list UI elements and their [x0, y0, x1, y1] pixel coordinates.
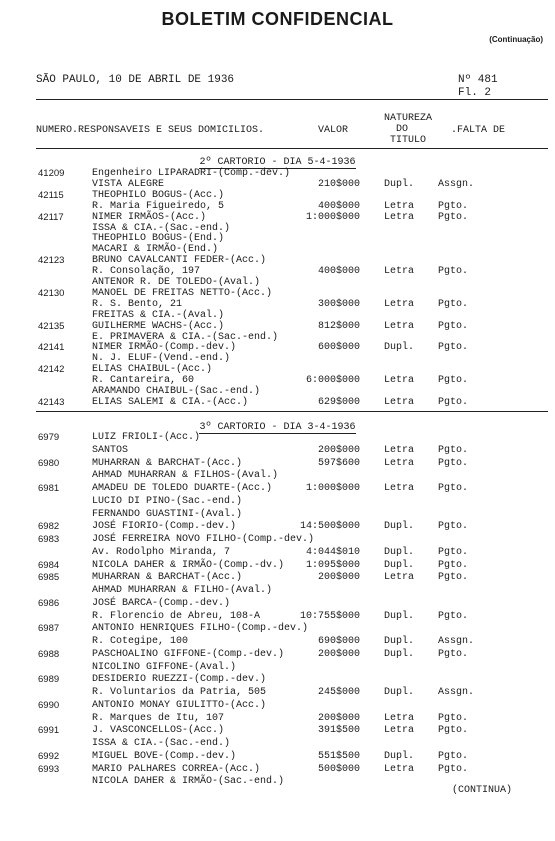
entry-responsible: ISSA & CIA.-(Sac.-end.): [92, 738, 231, 749]
entry-line: [0, 332, 555, 343]
entry-value: 597$600: [317, 457, 360, 469]
entry-responsible: R. Maria Figueiredo, 5: [92, 200, 225, 212]
entry-value: 1:095$000: [305, 559, 360, 571]
entry-responsible: ELIAS SALEMI & CIA.-(Acc.): [92, 396, 249, 408]
entry-line: [0, 299, 555, 310]
entry-value: 14:500$000: [299, 521, 360, 533]
column-header-valor: VALOR: [318, 125, 349, 136]
section-heading: [0, 157, 555, 168]
entry-falta: Pgto.: [438, 521, 469, 533]
entry-line: [0, 321, 555, 332]
entry-line: [0, 397, 555, 408]
entry-number: 41209: [38, 168, 65, 179]
entry-number: 6984: [38, 559, 60, 571]
entry-responsible: ELIAS CHAIBUL-(Acc.): [92, 364, 213, 376]
entry-nature: Dupl.: [384, 648, 415, 660]
entry-line: [0, 386, 555, 397]
entry-responsible: Av. Rodolpho Miranda, 7: [92, 546, 231, 558]
entry-nature: Letra: [384, 396, 415, 408]
entry-falta: Pgto.: [438, 483, 469, 494]
entry-line: [0, 310, 555, 321]
entry-number: 6980: [38, 457, 60, 469]
entry-number: 6991: [38, 725, 60, 737]
entry-line: [0, 255, 555, 266]
entry-line: [0, 611, 555, 622]
entry-falta: Pgto.: [438, 211, 469, 223]
entry-responsible: AHMAD MUHARRAN & FILHO-(Aval.): [92, 585, 273, 596]
entry-responsible: FERNANDO GUASTINI-(Aval.): [92, 508, 243, 520]
entry-nature: Letra: [384, 763, 415, 775]
entry-nature: Letra: [384, 444, 415, 456]
entry-number: 6983: [38, 534, 60, 545]
entry-line: [0, 223, 555, 234]
entry-responsible: NICOLA DAHER & IRMÃO-(Comp.-dv.): [92, 559, 285, 571]
entry-line: [0, 168, 555, 179]
entry-number: 6982: [38, 521, 60, 533]
entry-falta: Pgto.: [438, 396, 469, 408]
entry-value: 6:000$000: [305, 375, 360, 387]
entry-nature: Letra: [384, 375, 415, 387]
entry-responsible: JOSÉ FERREIRA NOVO FILHO-(Comp.-dev.): [92, 534, 315, 545]
entry-line: [0, 266, 555, 277]
entry-responsible: Engenheiro LIPARADRI-(Comp.-dev.): [92, 168, 291, 179]
entry-responsible: R. Cotegipe, 100: [92, 636, 189, 647]
entry-responsible: R. S. Bento, 21: [92, 298, 183, 310]
entry-line: [0, 547, 555, 558]
entry-responsible: MARIO PALHARES CORREA-(Acc.): [92, 763, 261, 775]
entry-line: [0, 764, 555, 775]
entry-line: [0, 738, 555, 749]
entry-nature: Dupl.: [384, 687, 415, 698]
entry-value: 300$000: [317, 298, 360, 310]
entry-nature: Letra: [384, 266, 415, 278]
entry-number: 6988: [38, 648, 60, 660]
entry-number: 42142: [38, 364, 65, 376]
entry-responsible: ANTONIO HENRIQUES FILHO-(Comp.-dev.): [92, 623, 309, 635]
entry-value: 812$000: [317, 320, 360, 332]
entry-value: 1:000$000: [305, 483, 360, 494]
entry-line: [0, 585, 555, 596]
entry-number: 42135: [38, 320, 65, 332]
entry-line: [0, 598, 555, 609]
entry-number: 42141: [38, 342, 65, 354]
entry-falta: Assgn.: [438, 178, 475, 190]
entry-falta: Assgn.: [438, 636, 475, 647]
entry-line: [0, 342, 555, 353]
entry-nature: Dupl.: [384, 178, 415, 190]
entry-line: [0, 201, 555, 212]
entry-number: 6993: [38, 763, 60, 775]
entry-responsible: R. Consolação, 197: [92, 266, 201, 278]
entry-line: [0, 470, 555, 481]
entry-responsible: R. Cantareira, 60: [92, 375, 195, 387]
entry-value: 391$500: [317, 725, 360, 737]
entry-responsible: ARAMANDO CHAIBUL-(Sac.-end.): [92, 386, 261, 397]
entry-line: [0, 364, 555, 375]
entry-responsible: MACARI & IRMÃO-(End.): [92, 244, 219, 256]
entry-value: 200$000: [317, 712, 360, 724]
continuation-label: (Continuação): [489, 35, 543, 44]
continua-line: [0, 785, 555, 796]
entry-nature: Letra: [384, 320, 415, 332]
entry-line: [0, 751, 555, 762]
bulletin-number-block: [458, 74, 498, 100]
entry-value: 245$000: [317, 687, 360, 698]
entry-nature: Letra: [384, 483, 415, 494]
entry-responsible: DESIDERIO RUEZZI-(Comp.-dev.): [92, 674, 267, 686]
entry-value: 200$000: [317, 444, 360, 456]
entry-line: [0, 662, 555, 673]
entry-responsible: NICOLINO GIFFONE-(Aval.): [92, 661, 237, 673]
entry-falta: Assgn.: [438, 687, 475, 698]
section-heading-text: 2º CARTORIO - DIA 5-4-1936: [199, 157, 356, 168]
entry-responsible: LUCIO DI PINO-(Sac.-end.): [92, 495, 243, 507]
header-rule: [36, 148, 548, 149]
entry-number: 6987: [38, 623, 60, 635]
entry-nature: Letra: [384, 572, 415, 584]
entry-responsible: JOSÉ FIORIO-(Comp.-dev.): [92, 521, 237, 533]
entry-responsible: MANOEL DE FREITAS NETTO-(Acc.): [92, 287, 273, 299]
entry-number: 6992: [38, 750, 60, 762]
entry-falta: Pgto.: [438, 546, 469, 558]
entry-responsible: JOSÉ BARCA-(Comp.-dev.): [92, 597, 231, 609]
entry-value: 600$000: [317, 342, 360, 354]
entry-line: [0, 458, 555, 469]
entry-line: [0, 687, 555, 698]
column-header-falta: .FALTA DE: [451, 125, 506, 136]
entry-responsible: ANTONIO MONAY GIULITTO-(Acc.): [92, 699, 267, 711]
entry-nature: Letra: [384, 298, 415, 310]
entry-responsible: NICOLA DAHER & IRMÃO-(Sac.-end.): [92, 776, 285, 788]
entry-number: 6989: [38, 674, 60, 686]
entry-falta: Pgto.: [438, 342, 469, 354]
entry-nature: Letra: [384, 211, 415, 223]
entry-number: 42130: [38, 287, 65, 299]
entry-falta: Pgto.: [438, 725, 469, 737]
entry-value: 690$000: [317, 636, 360, 647]
entry-value: 4:044$010: [305, 546, 360, 558]
entry-value: 400$000: [317, 266, 360, 278]
entry-line: [0, 509, 555, 520]
entry-falta: Pgto.: [438, 200, 469, 212]
entry-line: [0, 649, 555, 660]
entry-line: [0, 353, 555, 364]
entry-line: [0, 375, 555, 386]
entry-nature: Dupl.: [384, 521, 415, 533]
entry-responsible: GUILHERME WACHS-(Acc.): [92, 320, 225, 332]
entry-falta: Pgto.: [438, 375, 469, 387]
entry-line: [0, 700, 555, 711]
entry-nature: Dupl.: [384, 342, 415, 354]
entry-falta: Pgto.: [438, 648, 469, 660]
entry-number: 42123: [38, 255, 65, 267]
entry-falta: Pgto.: [438, 457, 469, 469]
entry-nature: Dupl.: [384, 559, 415, 571]
entry-falta: Pgto.: [438, 763, 469, 775]
entry-line: [0, 190, 555, 201]
entry-responsible: NIMER IRMÃOS-(Acc.): [92, 211, 207, 223]
entry-line: [0, 713, 555, 724]
entry-number: 42143: [38, 396, 65, 408]
entry-line: [0, 244, 555, 255]
entry-nature: Letra: [384, 200, 415, 212]
entry-value: 400$000: [317, 200, 360, 212]
entry-line: [0, 288, 555, 299]
entry-number: 6981: [38, 483, 60, 494]
entry-falta: Pgto.: [438, 320, 469, 332]
date-line: SÃO PAULO, 10 DE ABRIL DE 1936: [36, 74, 235, 86]
entry-number: 6979: [38, 432, 60, 443]
page-title: BOLETIM CONFIDENCIAL: [161, 9, 394, 29]
entry-nature: Letra: [384, 712, 415, 724]
entry-falta: Pgto.: [438, 750, 469, 762]
entry-nature: Dupl.: [384, 636, 415, 647]
entry-line: [0, 725, 555, 736]
entry-number: 6990: [38, 699, 60, 711]
entry-responsible: E. PRIMAVERA & CIA.-(Sac.-end.): [92, 331, 279, 343]
entry-responsible: THEOPHILO BOGUS-(End.): [92, 233, 225, 245]
entry-responsible: SANTOS: [92, 444, 129, 456]
entry-responsible: MUHARRAN & BARCHAT-(Acc.): [92, 572, 243, 584]
entry-value: 629$000: [317, 396, 360, 408]
entry-responsible: R. Florencio de Abreu, 108-A: [92, 610, 261, 622]
entry-responsible: R. Voluntarios da Patria, 505: [92, 687, 267, 698]
entry-falta: Pgto.: [438, 559, 469, 571]
entry-falta: Pgto.: [438, 444, 469, 456]
entry-responsible: AHMAD MUHARRAN & FILHOS-(Aval.): [92, 470, 279, 482]
entry-responsible: AMADEU DE TOLEDO DUARTE-(Acc.): [92, 483, 273, 494]
entry-falta: Pgto.: [438, 712, 469, 724]
entry-line: [0, 572, 555, 583]
entry-line: [0, 534, 555, 545]
entry-value: 500$000: [317, 763, 360, 775]
entry-responsible: MIGUEL BOVE-(Comp.-dev.): [92, 750, 237, 762]
entry-nature: Letra: [384, 725, 415, 737]
entry-value: 1:000$000: [305, 211, 360, 223]
entry-line: [0, 560, 555, 571]
entry-line: [0, 623, 555, 634]
section-divider-rule: [36, 411, 548, 412]
entry-line: [0, 233, 555, 244]
entry-number: 42115: [38, 189, 64, 201]
entry-line: [0, 212, 555, 223]
entry-responsible: LUIZ FRIOLI-(Acc.): [92, 432, 201, 443]
entry-line: [0, 483, 555, 494]
entry-line: [0, 521, 555, 532]
entry-nature: Letra: [384, 457, 415, 469]
entry-line: [0, 432, 555, 443]
entry-line: [0, 277, 555, 288]
entry-falta: Pgto.: [438, 298, 469, 310]
sheet-number: Fl. 2: [458, 87, 492, 99]
entry-line: [0, 496, 555, 507]
column-header-numero-responsaveis: NUMERO.RESPONSAVEIS E SEUS DOMICILIOS.: [36, 125, 265, 136]
continua-label: (CONTINUA): [452, 785, 513, 796]
entry-responsible: N. J. ELUF-(Vend.-end.): [92, 353, 231, 365]
entry-value: 10:755$000: [299, 610, 360, 622]
entry-line: [0, 636, 555, 647]
bulletin-number: Nº 481: [458, 74, 498, 86]
entry-responsible: MUHARRAN & BARCHAT-(Acc.): [92, 457, 243, 469]
top-rule: [36, 99, 548, 100]
entry-nature: Dupl.: [384, 610, 415, 622]
entry-falta: Pgto.: [438, 266, 469, 278]
entry-responsible: ISSA & CIA.-(Sac.-end.): [92, 222, 231, 234]
entry-responsible: THEOPHILO BOGUS-(Acc.): [92, 189, 225, 201]
entry-value: 551$500: [317, 750, 360, 762]
section-heading-text: 3º CARTORIO - DIA 3-4-1936: [199, 422, 356, 433]
entry-responsible: PASCHOALINO GIFFONE-(Comp.-dev.): [92, 648, 285, 660]
column-header-natureza: NATUREZA DO TITULO: [384, 113, 433, 146]
entry-number: 42117: [38, 211, 64, 223]
entry-responsible: FREITAS & CIA.-(Aval.): [92, 309, 225, 321]
entry-number: 6985: [38, 572, 60, 584]
entry-responsible: J. VASCONCELLOS-(Acc.): [92, 725, 225, 737]
entry-falta: Pgto.: [438, 610, 469, 622]
entry-responsible: R. Marques de Itu, 107: [92, 712, 225, 724]
entry-number: 6986: [38, 597, 60, 609]
entry-line: [0, 674, 555, 685]
entry-value: 200$000: [317, 572, 360, 584]
entry-nature: Dupl.: [384, 750, 415, 762]
entry-responsible: NIMER IRMÃO-(Comp.-dev.): [92, 342, 237, 354]
entry-responsible: VISTA ALEGRE: [92, 178, 165, 190]
entry-value: 200$000: [317, 648, 360, 660]
entry-nature: Dupl.: [384, 546, 415, 558]
entry-line: [0, 179, 555, 190]
entry-value: 210$000: [317, 178, 360, 190]
entry-line: [0, 445, 555, 456]
entry-falta: Pgto.: [438, 572, 469, 584]
entry-responsible: BRUNO CAVALCANTI FEDER-(Acc.): [92, 255, 267, 267]
entry-responsible: ANTENOR R. DE TOLEDO-(Aval.): [92, 277, 261, 288]
